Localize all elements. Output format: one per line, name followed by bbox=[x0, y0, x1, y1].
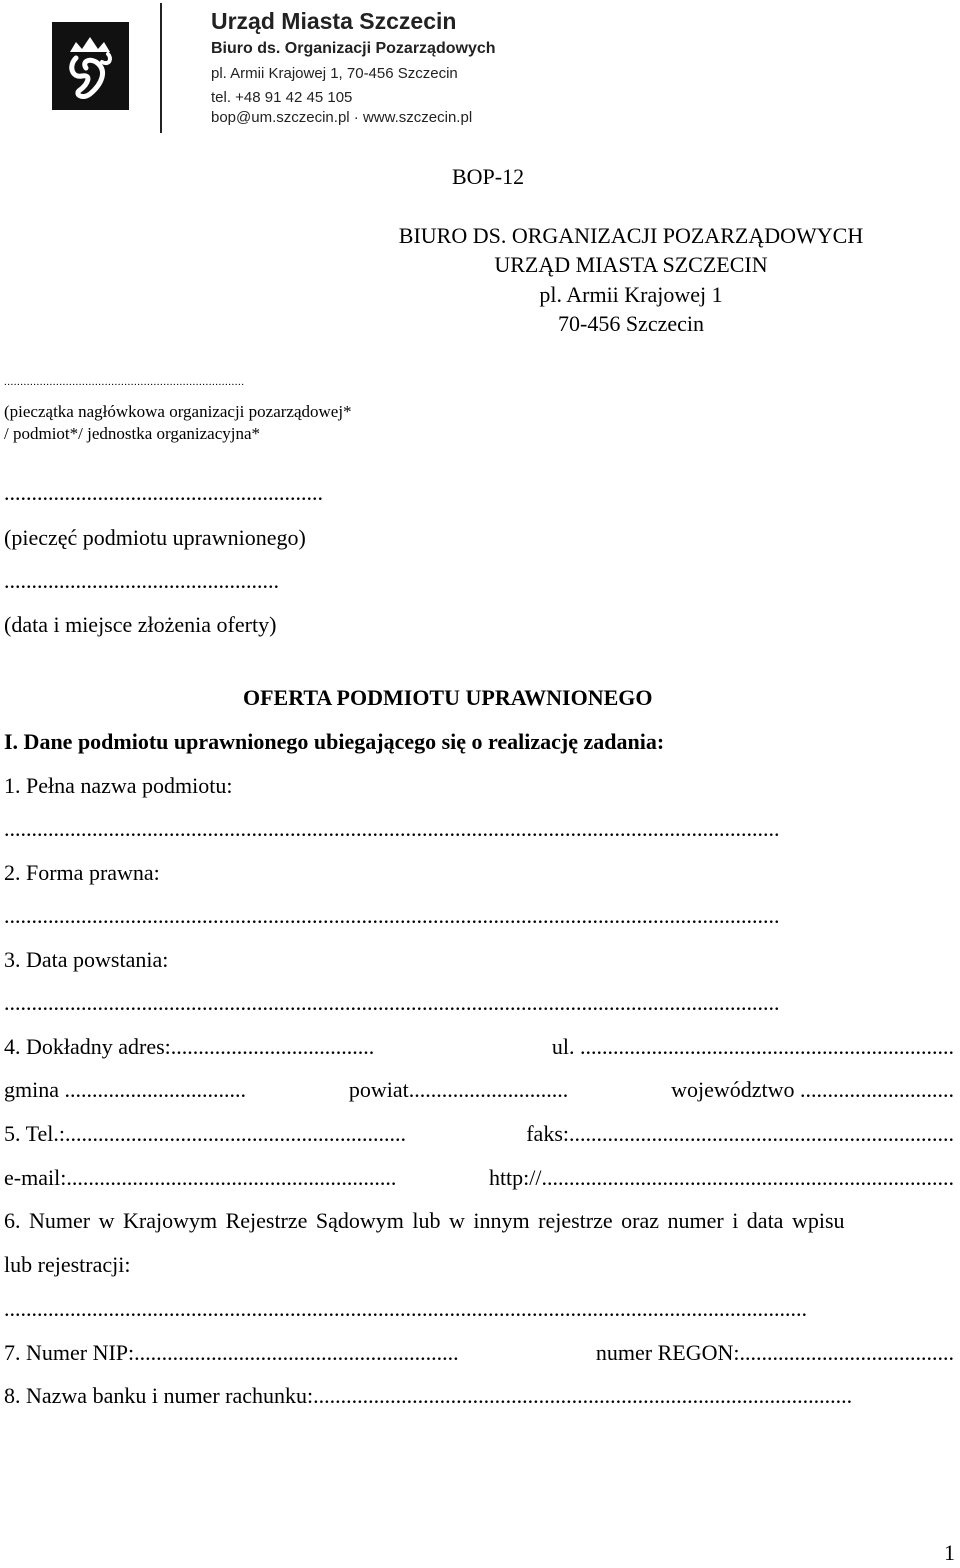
q4-street-field[interactable]: .................................................................... bbox=[580, 1034, 954, 1059]
q5-row bbox=[4, 1121, 954, 1147]
recipient-line-1: BIURO DS. ORGANIZACJI POZARZĄDOWYCH bbox=[398, 223, 864, 248]
q2-label: 2. Forma prawna: bbox=[4, 860, 160, 885]
tel-label: 5. Tel.: bbox=[4, 1121, 65, 1146]
regon-label: numer REGON: bbox=[595, 1340, 740, 1365]
stamp-dots[interactable]: .......................................................................... bbox=[4, 376, 245, 388]
gmina-field[interactable]: ................................. bbox=[64, 1077, 246, 1102]
recipient-line-4: 70-456 Szczecin bbox=[558, 311, 704, 336]
q3-label: 3. Data powstania: bbox=[4, 947, 169, 972]
q4-street-label: ul. bbox=[551, 1034, 575, 1059]
wojewodztwo-label: województwo bbox=[671, 1077, 795, 1102]
q2-fill-line[interactable]: ............................................................................................................................................. bbox=[4, 903, 780, 928]
email-label: e-mail: bbox=[4, 1165, 67, 1190]
tel-field[interactable]: .............................................................. bbox=[65, 1121, 406, 1146]
letterhead-contact: bop@um.szczecin.pl · www.szczecin.pl bbox=[211, 109, 473, 126]
recipient-line-3: pl. Armii Krajowej 1 bbox=[539, 282, 723, 307]
q7-row bbox=[4, 1340, 954, 1366]
nip-label: 7. Numer NIP: bbox=[4, 1340, 135, 1365]
faks-field[interactable]: ...................................................................... bbox=[569, 1121, 954, 1146]
stamp-label-2: / podmiot*/ jednostka organizacyjna* bbox=[4, 424, 261, 443]
letterhead-name: Urząd Miasta Szczecin bbox=[211, 8, 457, 34]
letterhead-divider bbox=[160, 3, 162, 133]
letterhead-office: Biuro ds. Organizacji Pozarządowych bbox=[211, 40, 496, 57]
powiat-field[interactable]: ............................. bbox=[408, 1077, 569, 1102]
q6-label-line-1: 6. Numer w Krajowym Rejestrze Sądowym lub w innym rejestrze oraz numer i data wpisu bbox=[4, 1208, 845, 1233]
letterhead-address: pl. Armii Krajowej 1, 70-456 Szczecin bbox=[211, 65, 458, 82]
page-number: 1 bbox=[944, 1540, 955, 1565]
city-crest-icon bbox=[52, 22, 129, 110]
gmina-label: gmina bbox=[4, 1077, 59, 1102]
q3-fill-line[interactable]: ............................................................................................................................................. bbox=[4, 990, 780, 1015]
q6-label-line-2: lub rejestracji: bbox=[4, 1252, 131, 1277]
q4-label: 4. Dokładny adres: bbox=[4, 1034, 171, 1059]
form-title: OFERTA PODMIOTU UPRAWNIONEGO bbox=[243, 685, 653, 710]
q1-label: 1. Pełna nazwa podmiotu: bbox=[4, 773, 233, 798]
q4-row bbox=[4, 1034, 954, 1060]
q6-fill-line[interactable]: .................................................................................................................................................. bbox=[4, 1296, 807, 1321]
stamp-label-1: (pieczątka nagłówkowa organizacji pozarządowej* bbox=[4, 402, 352, 421]
q4-address-field[interactable]: ..................................... bbox=[170, 1034, 375, 1059]
q1-fill-line[interactable]: ............................................................................................................................................. bbox=[4, 816, 780, 841]
wojewodztwo-field[interactable]: ............................ bbox=[800, 1077, 954, 1102]
recipient-line-2: URZĄD MIASTA SZCZECIN bbox=[494, 252, 768, 277]
bank-label: 8. Nazwa banku i numer rachunku: bbox=[4, 1383, 314, 1408]
section-heading: I. Dane podmiotu uprawnionego ubiegającego się o realizację zadania: bbox=[4, 729, 665, 754]
http-field[interactable]: ........................................................................... bbox=[541, 1165, 954, 1190]
seal-dots[interactable]: .......................................................... bbox=[4, 480, 323, 505]
http-label: http:// bbox=[488, 1165, 542, 1190]
email-field[interactable]: ............................................................ bbox=[66, 1165, 397, 1190]
q4b-row bbox=[4, 1077, 954, 1103]
q5b-row bbox=[4, 1165, 954, 1191]
bank-field[interactable]: .................................................................................................. bbox=[313, 1383, 853, 1408]
letterhead-phone: tel. +48 91 42 45 105 bbox=[211, 89, 353, 106]
powiat-label: powiat bbox=[348, 1077, 409, 1102]
submission-label: (data i miejsce złożenia oferty) bbox=[4, 612, 277, 637]
q8-row bbox=[4, 1383, 852, 1409]
regon-field[interactable]: ....................................... bbox=[739, 1340, 954, 1365]
submission-dots[interactable]: .................................................. bbox=[4, 568, 279, 593]
faks-label: faks: bbox=[526, 1121, 569, 1146]
city-logo bbox=[52, 22, 129, 110]
form-code: BOP-12 bbox=[452, 164, 525, 189]
seal-label: (pieczęć podmiotu uprawnionego) bbox=[4, 525, 306, 550]
nip-field[interactable]: ........................................................... bbox=[134, 1340, 459, 1365]
